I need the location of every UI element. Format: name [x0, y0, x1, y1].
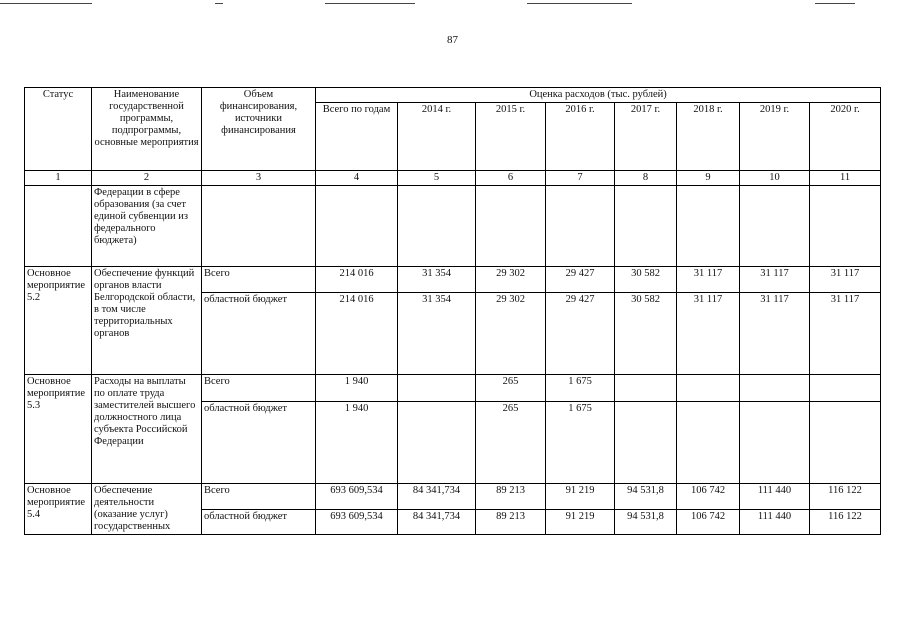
value-cell: 84 341,734	[398, 510, 476, 535]
column-number: 2	[92, 171, 202, 186]
total-cell: 1 940	[316, 402, 398, 484]
header-name: Наименование государственной программы, подпрограммы, основные мероприятия	[92, 88, 202, 171]
top-rule	[215, 3, 223, 4]
activity-name: Расходы на выплаты по оплате труда заместителей высшего должностного лица субъекта Российской Федерации	[92, 375, 202, 484]
value-cell	[398, 402, 476, 484]
header-status: Статус	[25, 88, 92, 171]
funding-source: областной бюджет	[202, 510, 316, 535]
value-cell: 116 122	[810, 484, 881, 510]
table-row	[25, 375, 881, 402]
value-cell: 106 742	[677, 510, 740, 535]
column-number: 11	[810, 171, 881, 186]
value-cell: 31 354	[398, 293, 476, 375]
value-cell: 84 341,734	[398, 484, 476, 510]
header-year: 2014 г.	[398, 103, 476, 171]
column-number: 4	[316, 171, 398, 186]
value-cell: 31 117	[810, 267, 881, 293]
value-cell	[810, 402, 881, 484]
value-cell: 265	[476, 402, 546, 484]
value-cell: 29 302	[476, 267, 546, 293]
value-cell: 265	[476, 375, 546, 402]
top-rule	[527, 3, 632, 4]
value-cell: 29 427	[546, 293, 615, 375]
budget-table	[24, 87, 881, 535]
value-cell: 30 582	[615, 293, 677, 375]
column-number: 3	[202, 171, 316, 186]
value-cell: 30 582	[615, 267, 677, 293]
funding-source: Всего	[202, 267, 316, 293]
activity-name: Федерации в сфере образования (за счет единой субвенции из федерального бюджета)	[92, 186, 202, 267]
value-cell: 31 117	[677, 267, 740, 293]
header-year: 2019 г.	[740, 103, 810, 171]
header-total: Всего по годам	[316, 103, 398, 171]
total-cell: 214 016	[316, 267, 398, 293]
header-volume: Объем финансирования, источники финансирования	[202, 88, 316, 171]
value-cell: 29 427	[546, 267, 615, 293]
activity-name: Обеспечение функций органов власти Белгородской области, в том числе территориальных органов	[92, 267, 202, 375]
value-cell: 91 219	[546, 484, 615, 510]
column-number: 7	[546, 171, 615, 186]
value-cell: 94 531,8	[615, 484, 677, 510]
value-cell: 31 117	[810, 293, 881, 375]
value-cell	[677, 375, 740, 402]
column-number: 6	[476, 171, 546, 186]
top-rule	[0, 3, 92, 4]
table-row	[25, 484, 881, 510]
activity-name: Обеспечение деятельности (оказание услуг) государственных	[92, 484, 202, 535]
value-cell: 111 440	[740, 510, 810, 535]
value-cell: 31 354	[398, 267, 476, 293]
header-year: 2017 г.	[615, 103, 677, 171]
value-cell: 106 742	[677, 484, 740, 510]
funding-source: областной бюджет	[202, 293, 316, 375]
value-cell	[740, 402, 810, 484]
continuation-row	[25, 186, 881, 267]
header-year: 2015 г.	[476, 103, 546, 171]
page-number: 87	[447, 34, 458, 46]
value-cell: 94 531,8	[615, 510, 677, 535]
total-cell: 693 609,534	[316, 510, 398, 535]
total-cell: 693 609,534	[316, 484, 398, 510]
value-cell: 29 302	[476, 293, 546, 375]
column-number: 8	[615, 171, 677, 186]
header-year: 2016 г.	[546, 103, 615, 171]
column-number-row	[25, 171, 881, 186]
value-cell	[740, 375, 810, 402]
column-number: 9	[677, 171, 740, 186]
column-number: 1	[25, 171, 92, 186]
funding-source: Всего	[202, 484, 316, 510]
value-cell: 31 117	[677, 293, 740, 375]
source-cell	[202, 186, 316, 267]
value-cell: 31 117	[740, 267, 810, 293]
value-cell	[398, 375, 476, 402]
funding-source: областной бюджет	[202, 402, 316, 484]
value-cell	[810, 375, 881, 402]
value-cell: 89 213	[476, 510, 546, 535]
value-cell	[615, 375, 677, 402]
top-rule	[325, 3, 415, 4]
value-cell: 111 440	[740, 484, 810, 510]
value-cell	[677, 402, 740, 484]
activity-status: Основное мероприятие 5.3	[25, 375, 92, 484]
column-number: 10	[740, 171, 810, 186]
value-cell: 91 219	[546, 510, 615, 535]
value-cell: 1 675	[546, 375, 615, 402]
activity-status: Основное мероприятие 5.2	[25, 267, 92, 375]
header-year: 2018 г.	[677, 103, 740, 171]
funding-source: Всего	[202, 375, 316, 402]
column-number: 5	[398, 171, 476, 186]
total-cell: 1 940	[316, 375, 398, 402]
value-cell: 89 213	[476, 484, 546, 510]
activity-status: Основное мероприятие 5.4	[25, 484, 92, 535]
header-row	[25, 88, 881, 103]
top-rule	[815, 3, 855, 4]
header-costs: Оценка расходов (тыс. рублей)	[316, 88, 881, 103]
status-cell	[25, 186, 92, 267]
total-cell: 214 016	[316, 293, 398, 375]
value-cell: 1 675	[546, 402, 615, 484]
table-row	[25, 267, 881, 293]
value-cell: 116 122	[810, 510, 881, 535]
value-cell	[615, 402, 677, 484]
header-year: 2020 г.	[810, 103, 881, 171]
value-cell: 31 117	[740, 293, 810, 375]
